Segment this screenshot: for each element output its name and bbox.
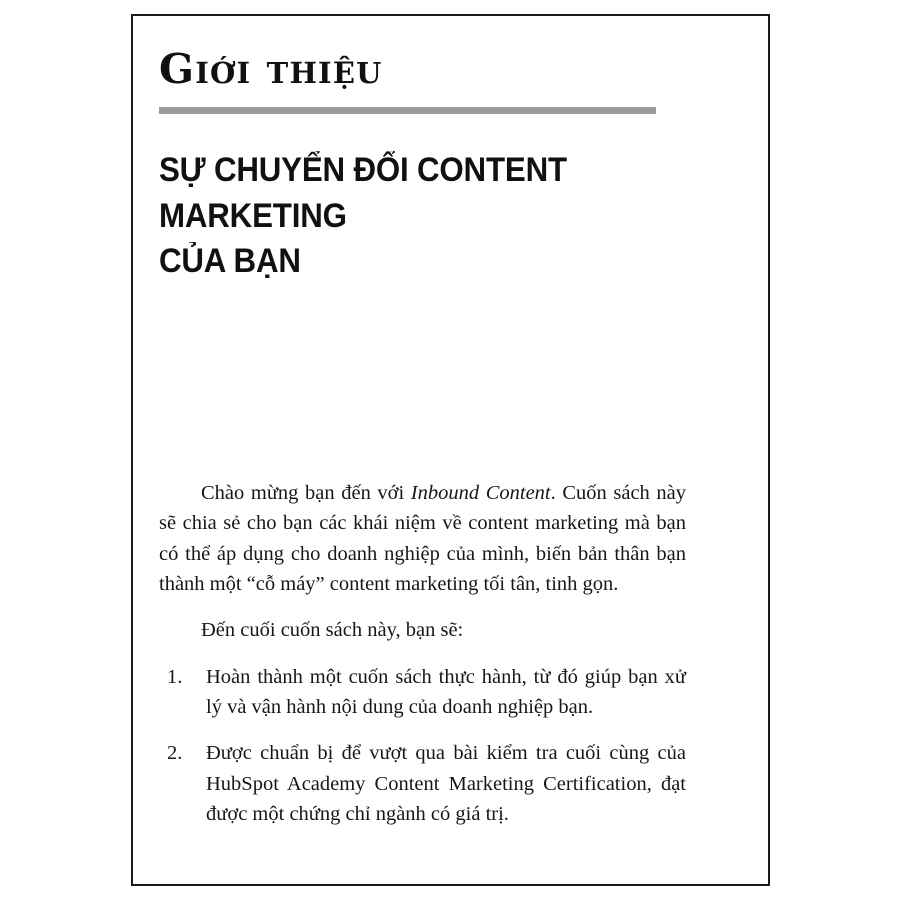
- page-title-line-1: SỰ CHUYỂN ĐỔI CONTENT MARKETING: [159, 151, 567, 235]
- outcomes-list: [159, 662, 686, 830]
- list-item-number: 2.: [167, 742, 183, 765]
- body-text: [159, 478, 686, 845]
- intro-segment-2: . Cuốn sách này sẽ chia sẻ cho bạn các khái niệm về content marketing mà bạn có thể áp dụng cho doanh nghiệp của mình, biến bản thân bạn thành một “cỗ máy” content marketing tối tân, tinh gọn.: [159, 482, 686, 595]
- page-content-area: [159, 38, 742, 862]
- intro-book-title: Inbound Content: [410, 482, 551, 504]
- title-divider-rule: [159, 107, 656, 114]
- intro-paragraph: [159, 478, 686, 599]
- page-title: [159, 148, 669, 285]
- list-item-number: 1.: [167, 665, 183, 688]
- list-item: [159, 738, 686, 829]
- chapter-label: Giới thiệu: [159, 45, 383, 93]
- lead-in-paragraph: Đến cuối cuốn sách này, bạn sẽ:: [201, 619, 464, 642]
- list-item-text: Hoàn thành một cuốn sách thực hành, từ đó giúp bạn xử lý và vận hành nội dung của doanh nghiệp bạn.: [206, 665, 686, 718]
- list-item: [159, 662, 686, 723]
- book-page-sheet: [131, 14, 770, 886]
- page-title-line-2: CỦA BẠN: [159, 242, 301, 281]
- intro-segment-1: Chào mừng bạn đến với: [201, 482, 411, 504]
- list-item-text: Được chuẩn bị để vượt qua bài kiểm tra cuối cùng của HubSpot Academy Content Marketing Certification, đạt được một chứng chỉ ngành có giá trị.: [206, 742, 686, 825]
